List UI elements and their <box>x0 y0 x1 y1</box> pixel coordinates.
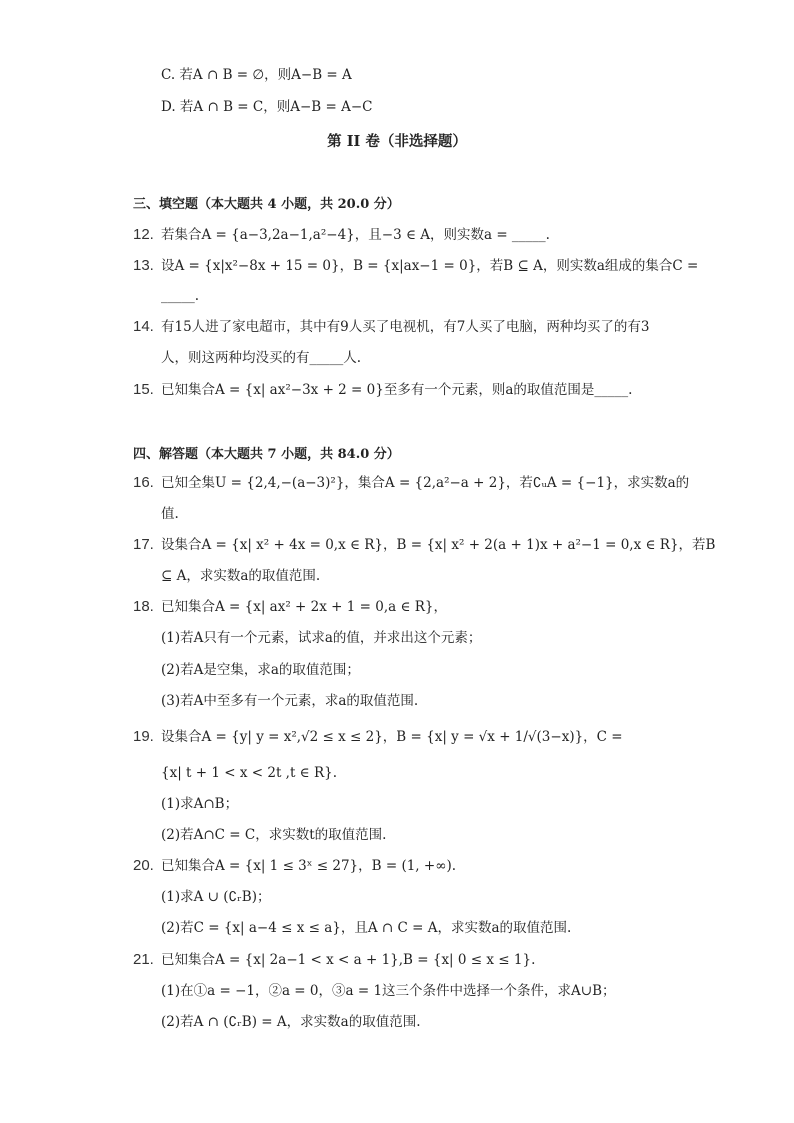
question-text: (1)求A ∪ (∁ᵣB)； <box>161 889 271 905</box>
question-text: (1)求A∩B； <box>161 796 239 812</box>
question-text: (3)若A中至多有一个元素，求a的取值范围. <box>161 693 419 709</box>
question-text: (2)若A ∩ (∁ᵣB) = A，求实数a的取值范围. <box>161 1014 421 1030</box>
question-text: (2)若A∩C = C，求实数t的取值范围. <box>161 827 387 843</box>
question-text: 已知全集U = {2,4,−(a−3)²}，集合A = {2,a²−a + 2}，若∁ᵤA = {−1}，求实数a的 <box>161 475 690 491</box>
question-text: 若集合A = {a−3,2a−1,a²−4}，且−3 ∈ A，则实数a = _____. <box>161 227 550 243</box>
question-number: 18. <box>133 598 154 615</box>
question-text: 已知集合A = {x| 2a−1 < x < a + 1},B = {x| 0 ≤ x ≤ 1}. <box>161 952 536 968</box>
question-text: (1)在①a = −1，②a = 0，③a = 1这三个条件中选择一个条件，求A∪B； <box>161 983 616 999</box>
question-text: (2)若C = {x| a−4 ≤ x ≤ a}，且A ∩ C = A，求实数a的取值范围. <box>161 920 572 936</box>
question-text: 值. <box>161 506 179 522</box>
question-text: 人，则这两种均没买的有_____人. <box>161 350 362 366</box>
question-text: 有15人进了家电超市，其中有9人买了电视机，有7人买了电脑，两种均买了的有3 <box>161 319 650 335</box>
option-d: D. 若A ∩ B = C，则A−B = A−C <box>161 99 373 115</box>
option-c: C. 若A ∩ B = ∅，则A−B = A <box>161 67 352 83</box>
question-text: _____. <box>161 288 200 304</box>
part-title: 第 II 卷（非选择题） <box>327 133 467 150</box>
section-4-heading: 四、解答题（本大题共 7 小题，共 84.0 分） <box>133 447 400 462</box>
question-text: 设A = {x|x²−8x + 15 = 0}，B = {x|ax−1 = 0}，若B ⊆ A，则实数a组成的集合C = <box>161 258 699 274</box>
question-text: 已知集合A = {x| ax²−3x + 2 = 0}至多有一个元素，则a的取值范围是_____. <box>161 382 633 398</box>
question-number: 21. <box>133 951 154 968</box>
question-number: 20. <box>133 857 154 874</box>
section-3-heading: 三、填空题（本大题共 4 小题，共 20.0 分） <box>133 197 400 212</box>
question-number: 19. <box>133 728 154 745</box>
question-text: 已知集合A = {x| ax² + 2x + 1 = 0,a ∈ R}， <box>161 599 447 615</box>
question-number: 14. <box>133 318 154 335</box>
question-text: ⊆ A，求实数a的取值范围. <box>161 568 321 584</box>
question-number: 12. <box>133 226 154 243</box>
question-text: 设集合A = {y| y = x²,√2 ≤ x ≤ 2}，B = {x| y = √x + 1/√(3−x)}，C = <box>161 729 623 745</box>
question-text: (1)若A只有一个元素，试求a的值，并求出这个元素； <box>161 630 482 646</box>
question-text: {x| t + 1 < x < 2t ,t ∈ R}. <box>161 765 337 781</box>
question-number: 13. <box>133 257 154 274</box>
question-number: 15. <box>133 381 154 398</box>
question-text: (2)若A是空集，求a的取值范围； <box>161 662 360 678</box>
question-number: 16. <box>133 474 154 491</box>
question-text: 设集合A = {x| x² + 4x = 0,x ∈ R}，B = {x| x² + 2(a + 1)x + a²−1 = 0,x ∈ R}，若B <box>161 537 716 553</box>
question-number: 17. <box>133 536 154 553</box>
question-text: 已知集合A = {x| 1 ≤ 3ˣ ≤ 27}，B = (1, +∞). <box>161 858 457 874</box>
